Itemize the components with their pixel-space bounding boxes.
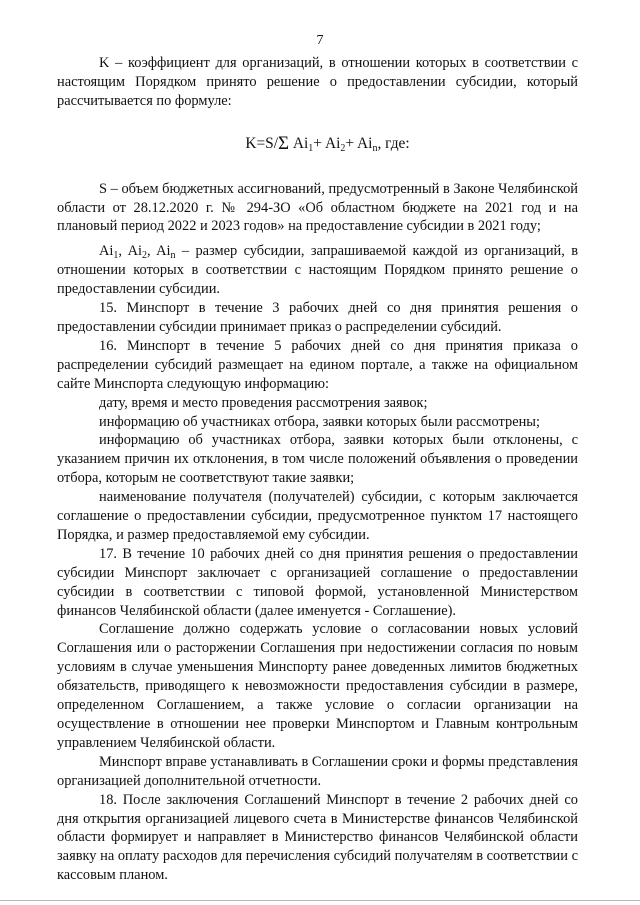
formula-sub-3: n bbox=[372, 142, 378, 154]
page-number: 7 bbox=[316, 33, 324, 48]
paragraph-15: 15. Минспорт в течение 3 рабочих дней со дня принятия решения о предоставлении субсидии принимает приказ о распределении субсидий. bbox=[57, 300, 578, 335]
formula-tail: , где: bbox=[377, 134, 410, 152]
paragraph-reporting: Минспорт вправе устанавливать в Соглашении сроки и формы представления организацией дополнительной отчетности. bbox=[57, 753, 578, 789]
formula-sub-2: 2 bbox=[340, 142, 346, 154]
list-item-recipient: наименование получателя (получателей) субсидии, с которым заключается соглашение о предоставлении субсидии, предусмотренное пунктом 17 настоящего Порядка, и размер предоставляемой ему субсидии. bbox=[57, 489, 578, 543]
paragraph-k-definition: K – коэффициент для организаций, в отношении которых в соответствии с настоящим Порядком принято решение о предоставлении субсидии, который рассчитывается по формуле: bbox=[57, 55, 578, 109]
paragraph-ai-definition: $Ai_1$, $Ai_2$, $Ai_n$ – размер субсидии, запрашиваемой каждой из организаций, в отношении которых в соответствии с настоящим Порядком принято решение о предоставлении субсидии. bbox=[57, 243, 578, 298]
paragraph-agreement-conditions: Соглашение должно содержать условие о согласовании новых условий Соглашения или о расторжении Соглашения при недостижении согласия по новым условиям в случае уменьшения Минспорту ранее доведенных лимитов бюджетных обязательств, приводящего к невозможности предоставления субсидии в размере, определенном Соглашением, а также условие о согласии организации на осуществление в отношении нее проверки Минспортом и Главным контрольным управлением Челябинской области. bbox=[57, 621, 578, 751]
formula-lhs: K=S/ bbox=[245, 134, 278, 152]
formula-sigma: Σ bbox=[277, 132, 290, 154]
document-body bbox=[57, 54, 578, 885]
formula-term-2: + Ai bbox=[313, 134, 341, 152]
list-item-date: дату, время и место проведения рассмотрения заявок; bbox=[99, 394, 428, 411]
paragraph-16: 16. Минспорт в течение 5 рабочих дней со дня принятия приказа о распределении субсидий размещает на едином портале, а также на официальном сайте Минспорта следующую информацию: bbox=[57, 337, 578, 392]
page-bottom-edge bbox=[0, 900, 640, 901]
formula bbox=[57, 132, 578, 154]
formula-term-3: + Ai bbox=[345, 134, 373, 152]
list-item-rejected: информацию об участниках отбора, заявки которых были отклонены, с указанием причин их отклонения, в том числе положений объявления о проведении отбора, которым не соответствуют такие заявки; bbox=[57, 432, 578, 487]
list-item-reviewed: информацию об участниках отбора, заявки которых были рассмотрены; bbox=[99, 413, 540, 430]
formula-term-1: Ai bbox=[289, 134, 309, 152]
paragraph-18: 18. После заключения Соглашений Минспорт в течение 2 рабочих дней со дня открытия организацией лицевого счета в Министерстве финансов Челябинской области формирует и направляет в Министерство финансов Челябинской области заявку на оплату расходов для перечисления субсидий получателям в соответствии с кассовым планом. bbox=[57, 791, 578, 884]
formula-sub-1: 1 bbox=[308, 142, 314, 154]
paragraph-s-definition: S – объем бюджетных ассигнований, предусмотренный в Законе Челябинской области от 28.12.2020 г. № 294-ЗО «Об областном бюджете на 2021 год и на плановый период 2022 и 2023 годов» на предоставление субсидии в 2021 году; bbox=[57, 180, 578, 235]
paragraph-ai-text: – размер субсидии, запрашиваемой каждой из организаций, в отношении которых в соответствии с настоящим Порядком принято решение о предоставлении субсидии. bbox=[57, 243, 578, 298]
paragraph-17: 17. В течение 10 рабочих дней со дня принятия решения о предоставлении субсидии Минспорт заключает с организацией соглашение о предоставлении субсидии в соответствии с типовой формой, установленной Министерством финансов Челябинской области (далее именуется - Соглашение). bbox=[57, 545, 578, 619]
